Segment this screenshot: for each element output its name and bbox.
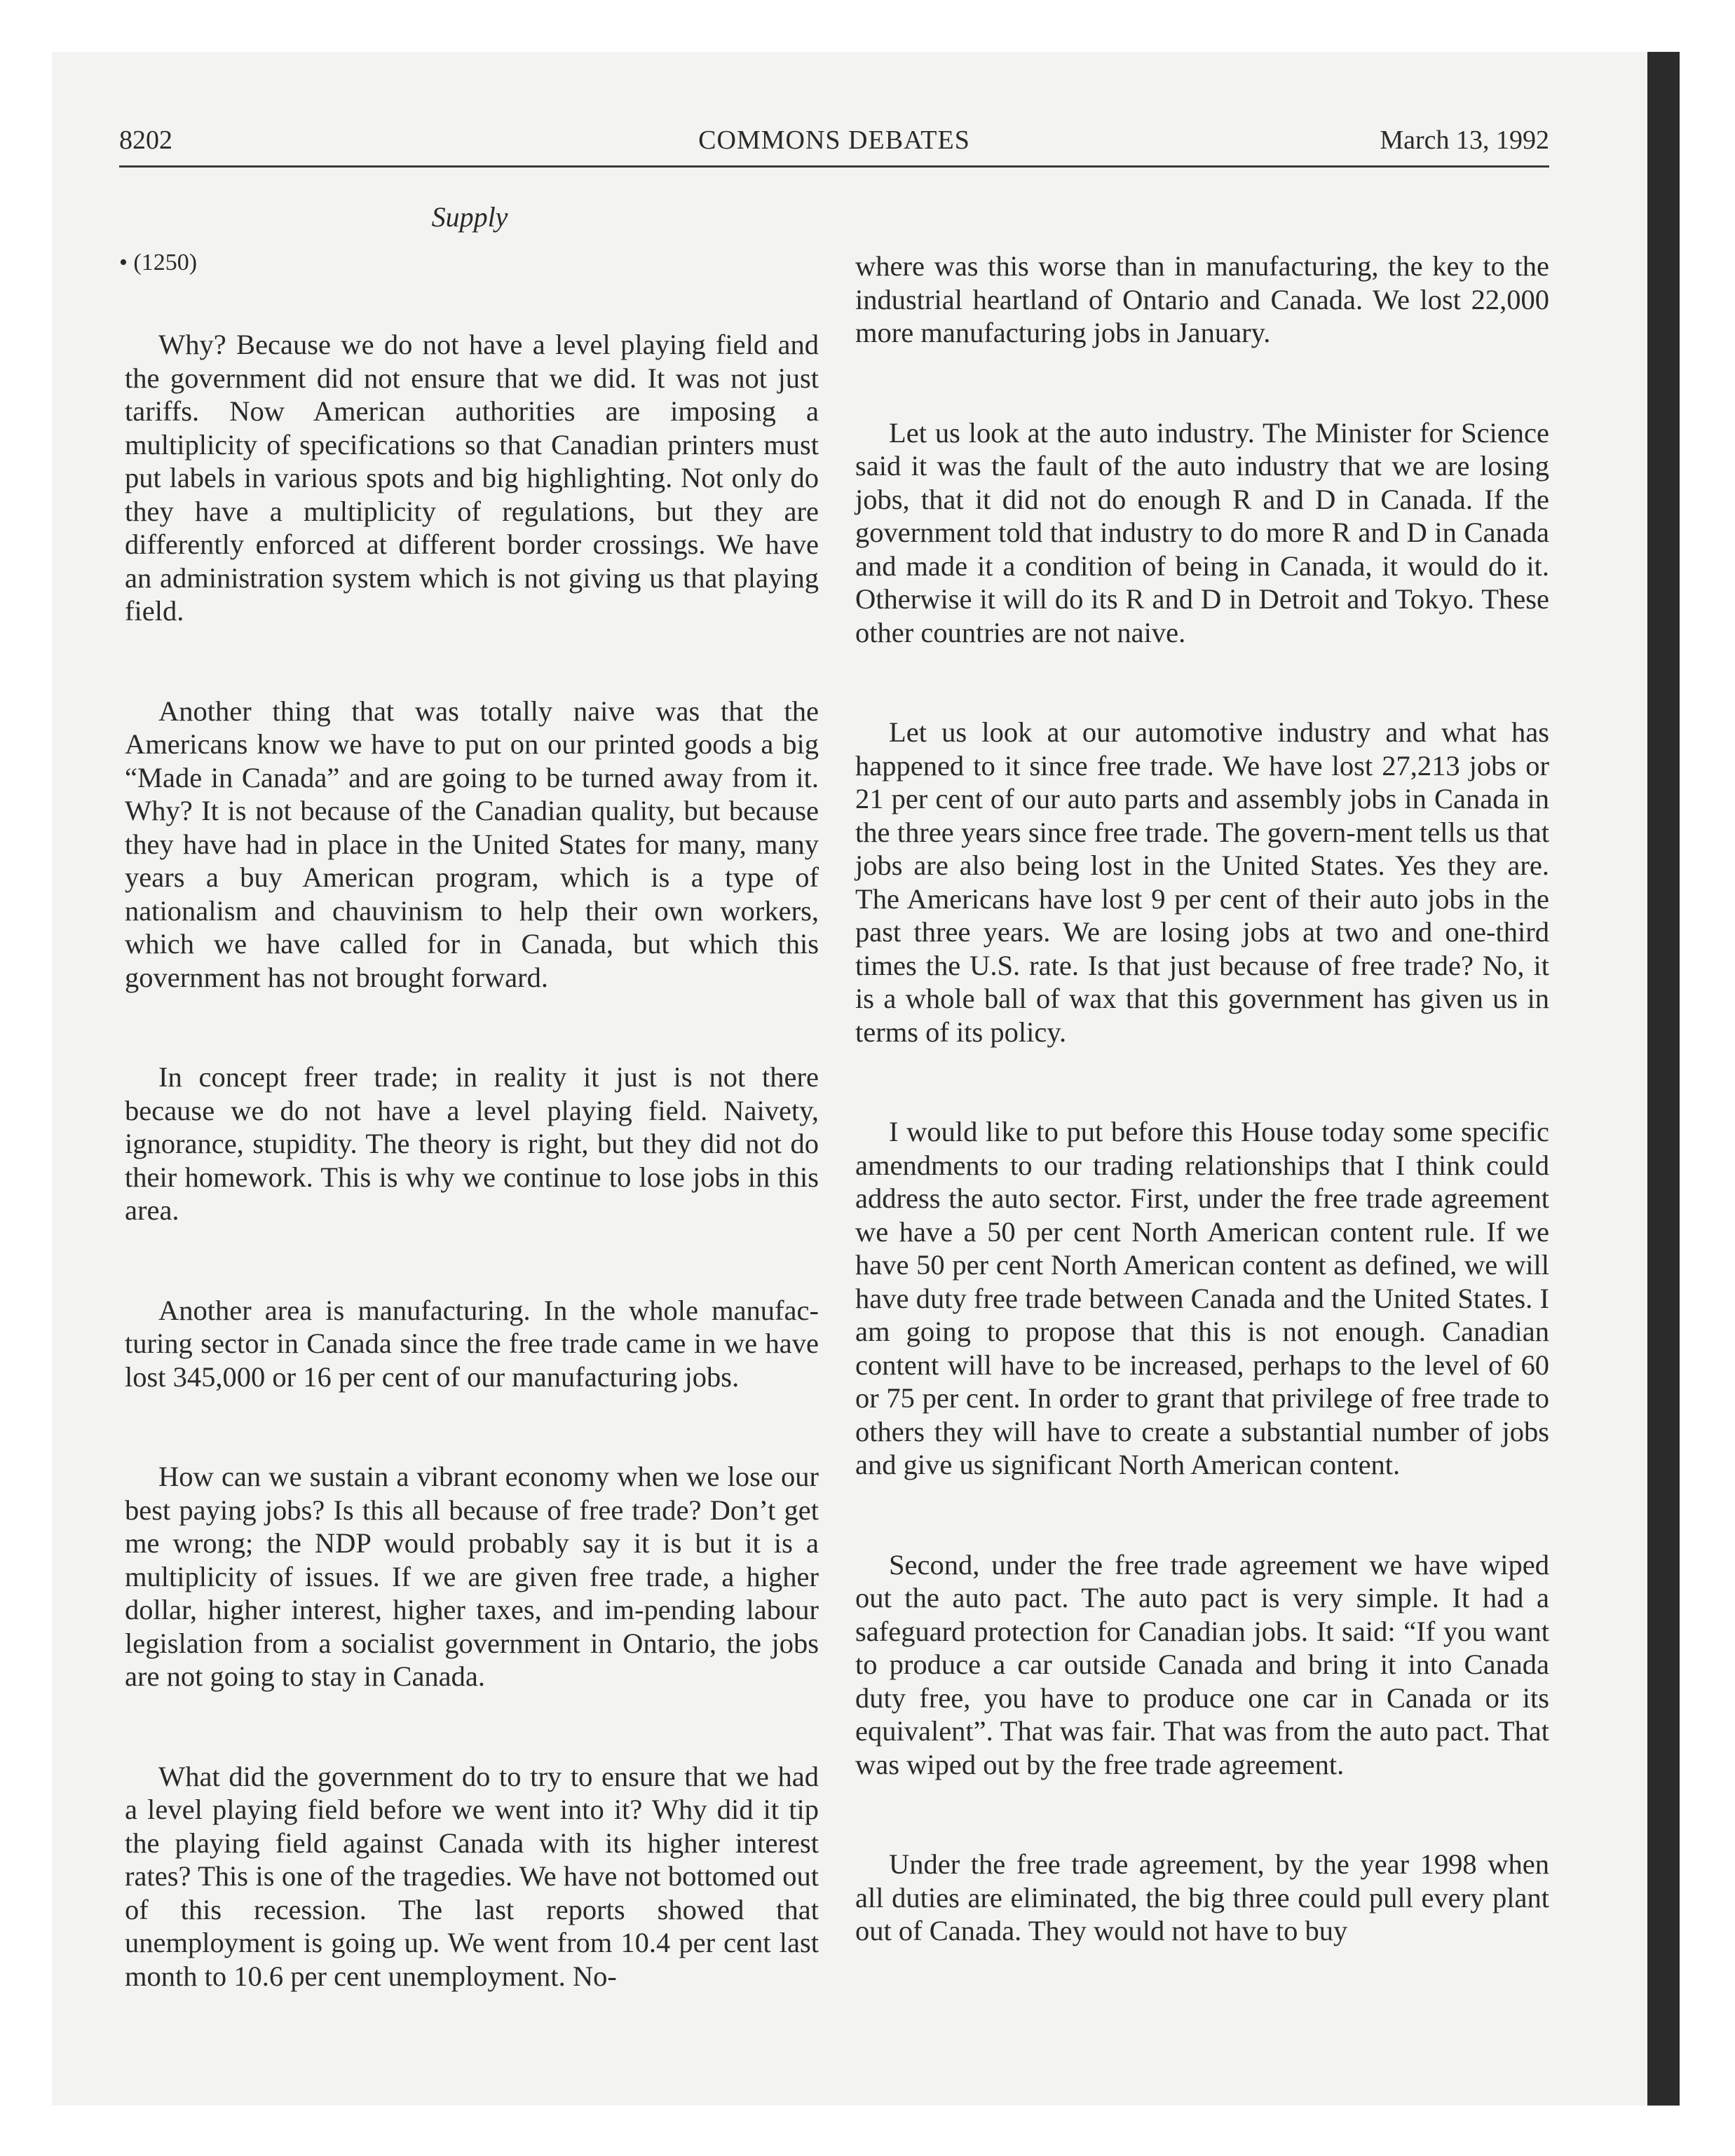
section-title: Supply [431, 201, 508, 233]
paragraph: I would like to put before this House today some specific amendments to our trading relationships that I think could address the auto sector. First, under the free trade agreement we have a 50 per cent North American content rule. If we have 50 per cent North American content as defined, we will have duty free trade between Canada and the United States. I am going to propose that this is not enough. Canadian content will have to be increased, perhaps to the level of 60 or 75 per cent. In order to grant that privilege of free trade to others they will have to create a substantial number of jobs and give us significant North American content. [855, 1116, 1549, 1480]
left-column [125, 328, 819, 1993]
paragraph: Second, under the free trade agreement we have wiped out the auto pact. The auto pact is very simple. It had a safeguard protection for Canadian jobs. It said: “If you want to produce a car outside Canada and bring it into Canada duty free, you have to produce one car in Canada or its equivalent”. That was fair. That was from the auto pact. That was wiped out by the free trade agreement. [855, 1548, 1549, 1780]
paragraph: Another area is manufacturing. In the whole manufac-turing sector in Canada since the free trade came in we have lost 345,000 or 16 per cent of our manufacturing jobs. [125, 1294, 819, 1393]
right-column [855, 250, 1549, 1948]
paragraph: How can we sustain a vibrant economy when we lose our best paying jobs? Is this all because of free trade? Don’t get me wrong; the NDP would probably say it is but it is a multiplicity of issues. If we are given free trade, a higher dollar, higher interest, higher taxes, and im-pending labour legislation from a socialist government in Ontario, the jobs are not going to stay in Canada. [125, 1461, 819, 1692]
paragraph: In concept freer trade; in reality it just is not there because we do not have a level playing field. Naivety, ignorance, stupidity. The theory is right, but they did not do their homework. This is why we continue to lose jobs in this area. [125, 1061, 819, 1226]
scan-edge-bar [1647, 52, 1680, 2106]
header-rule [119, 165, 1549, 168]
time-marker: • (1250) [119, 250, 198, 275]
page-header [119, 125, 1549, 167]
publication-date: March 13, 1992 [1380, 125, 1549, 155]
page-number: 8202 [119, 125, 172, 155]
paragraph: Let us look at the auto industry. The Minister for Science said it was the fault of the auto industry that we are losing jobs, that it did not do enough R and D in Canada. If the government told that industry to do more R and D in Canada and made it a condition of being in Canada, it would do it. Otherwise it will do its R and D in Detroit and Tokyo. These other countries are not naive. [855, 416, 1549, 648]
paragraph: What did the government do to try to ensure that we had a level playing field before we went into it? Why did it tip the playing field against Canada with its higher interest rates? This is one of the tragedies. We have not bottomed out of this recession. The last reports showed that unemployment is going up. We went from 10.4 per cent last month to 10.6 per cent unemployment. No- [125, 1760, 819, 1992]
paragraph: where was this worse than in manufacturing, the key to the industrial heartland of Ontario and Canada. We lost 22,000 more manufacturing jobs in January. [855, 250, 1549, 348]
paragraph: Why? Because we do not have a level playing field and the government did not ensure that we did. It was not just tariffs. Now American authorities are imposing a multiplicity of specifications so that Canadian printers must put labels in various spots and big highlighting. Not only do they have a multiplicity of regulations, but they are differently enforced at different border crossings. We have an administration system which is not giving us that playing field. [125, 329, 819, 627]
paragraph: Another thing that was totally naive was that the Americans know we have to put on our printed goods a big “Made in Canada” and are going to be turned away from it. Why? It is not because of the Canadian quality, but because they have had in place in the United States for many, many years a buy American program, which is a type of nationalism and chauvinism to help their own workers, which we have called for in Canada, but which this government has not brought forward. [125, 695, 819, 993]
paragraph: Let us look at our automotive industry and what has happened to it since free trade. We have lost 27,213 jobs or 21 per cent of our auto parts and assembly jobs in Canada in the three years since free trade. The govern-ment tells us that jobs are also being lost in the United States. Yes they are. The Americans have lost 9 per cent of their auto jobs in the past three years. We are losing jobs at two and one-third times the U.S. rate. Is that just because of free trade? No, it is a whole ball of wax that this government has given us in terms of its policy. [855, 716, 1549, 1048]
paragraph: Under the free trade agreement, by the year 1998 when all duties are eliminated, the big three could pull every plant out of Canada. They would not have to buy [855, 1848, 1549, 1946]
publication-title: COMMONS DEBATES [698, 125, 970, 155]
